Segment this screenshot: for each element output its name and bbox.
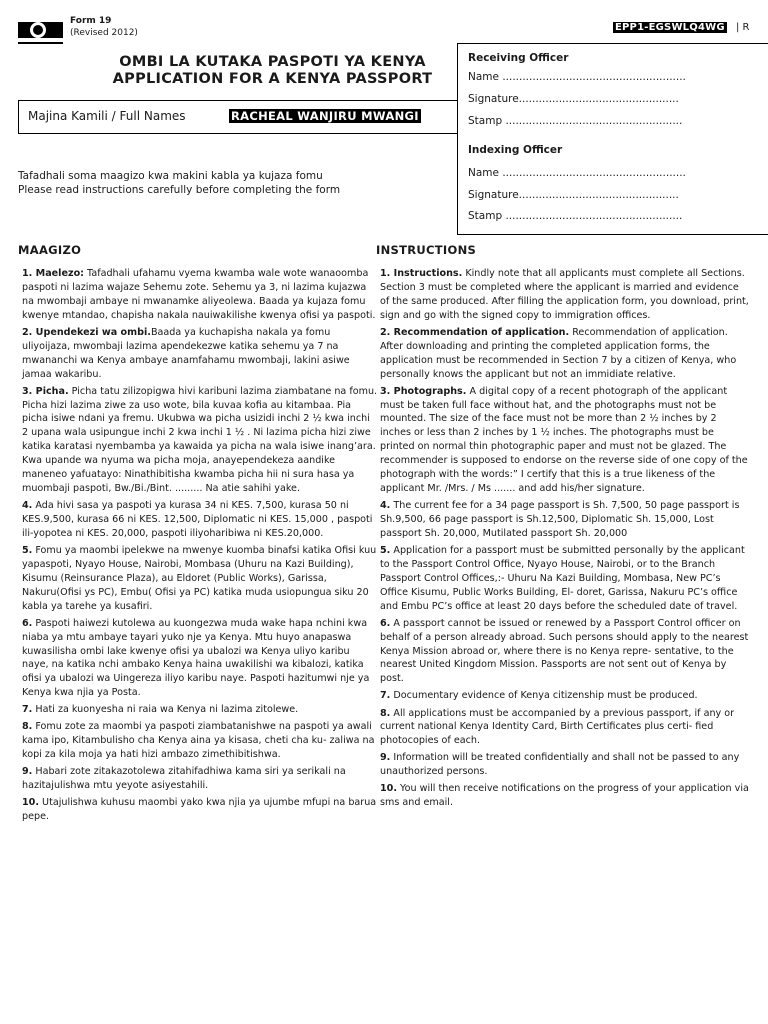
maagizo-item: 6. Paspoti haiwezi kutolewa au kuongezwa muda wake hapa nchini kwa niaba ya mtu ambaye tayari yuko nje ya Kenya. Mtu huyo anapaswa kuwasilisha ombi lake kwenye ofisi ya ubalozi wa Kenya uliyo karibu naye, na katika nchi ambako Kenya haina uwakilishi wa kibalozi, katika ofisi ya ubalozi wa Uingereza iliyo karibu naye. Paspoti hazitumwi nje ya Kenya kwa njia ya Posta. (22, 617, 370, 699)
read-notice-swahili: Tafadhali soma maagizo kwa makini kabla ya kujaza fomu (18, 170, 323, 182)
maagizo-item: 10. Utajulishwa kuhusu maombi yako kwa njia ya ujumbe mfupi na barua pepe. (22, 797, 377, 823)
maagizo-item: 9. Habari zote zitakazotolewa zitahifadhiwa kama siri ya serikali na hazitajulishwa mtu yeyote asiyestahili. (22, 766, 346, 792)
indexing-officer-heading: Indexing Officer (468, 144, 563, 156)
maagizo-item: 2. Upendekezi wa ombi.Baada ya kuchapisha nakala ya fomu uliyoijaza, mwombaji lazima apendekezwe katika sehemu ya 7 na mwananchi wa Kenya ambaye anamfahamu mwombaji, lakini asiwe jamaa wakaribu. (22, 326, 350, 380)
maagizo-item: 7. Hati za kuonyesha ni raia wa Kenya ni lazima zitolewe. (22, 704, 299, 716)
indexing-officer-name-field: Name ....................................................... (468, 167, 686, 179)
instructions-heading: INSTRUCTIONS (376, 243, 477, 257)
receiving-officer-name-field: Name ....................................................... (468, 71, 686, 83)
form-number: Form 19 (70, 16, 112, 26)
instruction-item: 5. Application for a passport must be submitted personally by the applicant to the Passport Control Office, Nyayo House, Nairobi, or to the Branch Passport Control Offices,:- Uhuru Na Kazi Building, Mombasa, New PC’s Office Kisumu, Public Works Building, El- doret, Garissa, Nakuru PC’s office and Embu PC’s office at least 20 days before the scheduled date of travel. (380, 544, 745, 612)
maagizo-item: 5. Fomu ya maombi ipelekwe na mwenye kuomba binafsi katika Ofisi kuu yapaspoti, Nyayo House, Nairobi, Mombasa (Uhuru na Kazi Building), Kisumu (Reinsurance Plaza), au Eldoret (Public Works), Garissa, Nakuru(Ofisi ys PC), Embu( Ofisi ya PC) katika muda usiopungua siku 20 kabla ya tarehe ya kusafiri. (22, 544, 377, 612)
read-notice-english: Please read instructions carefully before completing the form (18, 184, 341, 196)
maagizo-item: 3. Picha. Picha tatu zilizopigwa hivi karibuni lazima ziambatane na fomu. Picha hizi lazima ziwe za uso wote, bila kuvaa kofia au kitambaa. Pia picha isiwe ndani ya fremu. Ukubwa wa picha usizidi inchi 2 ½ kwa inchi 2 upana wala usipungue inchi 2 kwa inchi 1 ½ . Ni lazima picha hizi ziwe katika karatasi nyembamba ya kawaida ya picha na wala isiwe inang’ara. Kwa upande wa nyuma wa picha moja, anayependekeza aandike maneneo yafuatayo: Ninathibitisha kwamba picha hii ni sura hasa ya muombaji paspoti, Bw./Bi./Bint. ......... Na atie sahihi yake. (22, 385, 378, 494)
indexing-officer-stamp-field: Stamp ..................................................... (468, 210, 683, 222)
full-names-value: RACHEAL WANJIRU MWANGI (231, 109, 419, 123)
instruction-item: 2. Recommendation of application. Recommendation of application. After downloading and printing the completed application forms, the application must be recommended in Section 7 by a citizen of Kenya, who personally knows the applicant but not an immidiate relative. (380, 326, 737, 380)
title-swahili: OMBI LA KUTAKA PASPOTI YA KENYA (119, 54, 426, 70)
instruction-item: 8. All applications must be accompanied by a previous passport, if any or current national Kenya Identity Card, Birth Certificates plus certi- fied photocopies of each. (380, 707, 735, 747)
full-names-label: Majina Kamili / Full Names (28, 109, 186, 123)
instruction-item: 3. Photographs. A digital copy of a recent photograph of the applicant must be taken full face without hat, and the photographs must not be mounted. The size of the face must not be more than 2 ½ inches by 2 inches or less than 2 inches by 1 ½ inches. The photographs must be printed on normal thin photographic paper and must not be glazed. The recommender is supposed to endorse on the reverse side of one copy of the photograph with the words:” I certify that this is a true likeness of the applicant Mr. /Mrs. / Ms ....... and add his/her signature. (380, 385, 748, 494)
indexing-officer-signature-field: Signature................................................ (468, 189, 679, 201)
instruction-item: 9. Information will be treated confidentially and shall not be passed to any unauthorized persons. (380, 752, 740, 778)
maagizo-list (22, 267, 378, 827)
maagizo-item: 8. Fomu zote za maombi ya paspoti ziambatanishwe na paspoti ya awali kama ipo, Kitambulisho cha Kenya aina ya kisasa, cheti cha ku- zaliwa na kopi za kila moja ya hati hizi ambazo zimethibitishwa. (22, 721, 375, 761)
logo-circle-mark (30, 22, 46, 38)
title-english: APPLICATION FOR A KENYA PASSPORT (112, 71, 433, 87)
instruction-item: 4. The current fee for a 34 page passport is Sh. 7,500, 50 page passport is Sh.9,500, 66 page passport is Sh.12,500, Diplomatic Sh. 15,000, Lost passport Sh. 20,000, Mutilated passport Sh. 20,000 (380, 500, 740, 539)
receiving-officer-stamp-field: Stamp ..................................................... (468, 115, 683, 127)
instruction-item: 7. Documentary evidence of Kenya citizenship must be produced. (380, 690, 698, 702)
logo-underline (18, 42, 63, 44)
maagizo-item: 1. Maelezo: Tafadhali ufahamu vyema kwamba wale wote wanaoomba paspoti ni lazima wajaze Sehemu zote. Sehemu ya 3, ni lazima kujazwa na mwombaji ambaye ni mwanamke aliyeolewa. Baada ya kujaza fomu kwenye mtandao, chapisha nakala nauiwakilishe kwenya ofisi ya paspoti. (22, 268, 376, 321)
instruction-item: 10. You will then receive notifications on the progress of your application via sms and email. (380, 783, 749, 809)
maagizo-heading: MAAGIZO (18, 243, 82, 257)
receiving-officer-heading: Receiving Officer (468, 52, 569, 64)
reference-number: EPP1-EGSWLQ4WG (615, 22, 725, 33)
instruction-item: 6. A passport cannot be issued or renewed by a Passport Control officer on behalf of a person already abroad. Such persons should apply to the nearest Kenya Mission abroad or, where there is no Kenya repre- sentative, to the nearest United Kingdom Mission. Passports are not sent out of Kenya by post. (380, 617, 749, 685)
form-revision: (Revised 2012) (70, 28, 138, 38)
instruction-item: 1. Instructions. Kindly note that all applicants must complete all Sections. Section 3 must be completed where the applicant is married and evidence of the same produced. After filling the application form, you download, print, sign and go with the signed copy to immigration offices. (380, 268, 749, 321)
instructions-list (380, 267, 750, 813)
reference-tail: | R (736, 22, 750, 33)
maagizo-item: 4. Ada hivi sasa ya paspoti ya kurasa 34 ni KES. 7,500, kurasa 50 ni KES.9,500, kurasa 66 ni KES. 12,500, Diplomatic ni KES. 15,000 , paspoti ili-yopotea ni KES. 20,000, paspoti iliyoharibiwa ni KES.20,000. (22, 500, 373, 539)
receiving-officer-signature-field: Signature................................................ (468, 93, 679, 105)
